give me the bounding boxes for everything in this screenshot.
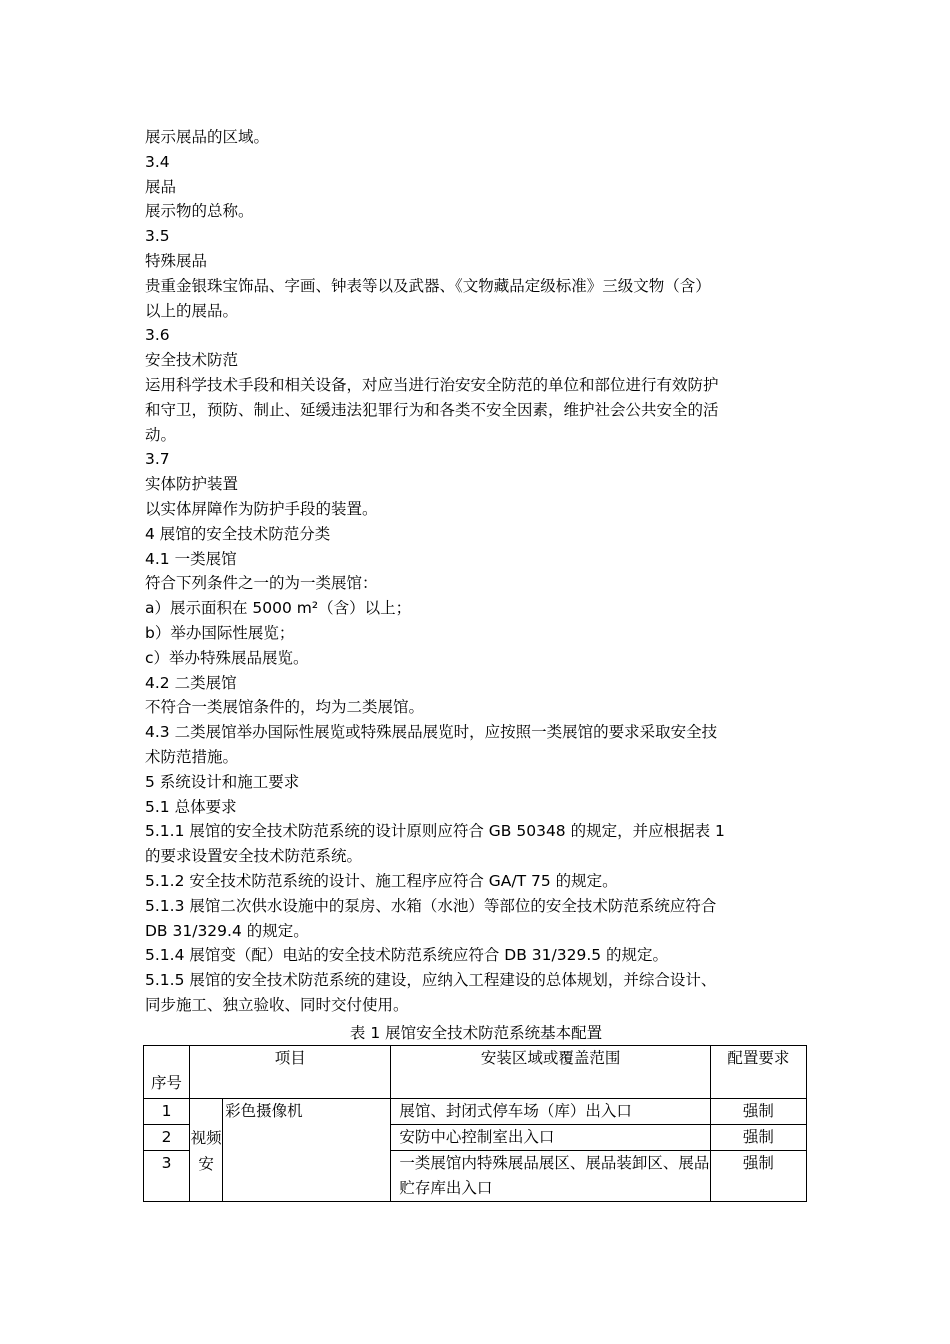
term-definition: 动。 <box>145 425 177 444</box>
row-seq: 1 <box>144 1099 190 1125</box>
item-cell: 彩色摄像机 <box>223 1099 391 1202</box>
term-title: 实体防护装置 <box>145 475 239 494</box>
term-definition: 运用科学技术手段和相关设备，对应当进行治安安全防范的单位和部位进行有效防护 <box>145 375 719 394</box>
row-area: 展馆、封闭式停车场（库）出入口 <box>391 1099 710 1125</box>
row-seq: 3 <box>144 1151 190 1202</box>
section-number: 3.4 <box>145 152 170 171</box>
clause-text: DB 31/329.4 的规定。 <box>145 921 309 940</box>
category-cell: 视频安 <box>190 1099 223 1202</box>
header-item: 项目 <box>190 1046 391 1099</box>
list-item: b）举办国际性展览； <box>145 623 295 642</box>
clause-text: 同步施工、独立验收、同时交付使用。 <box>145 995 409 1014</box>
term-definition: 以上的展品。 <box>145 301 239 320</box>
row-area: 安防中心控制室出入口 <box>391 1125 710 1151</box>
section-number: 3.5 <box>145 227 170 246</box>
section-number: 3.7 <box>145 450 170 469</box>
row-seq: 2 <box>144 1125 190 1151</box>
row-requirement: 强制 <box>710 1151 806 1202</box>
clause-text: 5.1.3 展馆二次供水设施中的泵房、水箱（水池）等部位的安全技术防范系统应符合 <box>145 896 717 915</box>
clause-text: 的要求设置安全技术防范系统。 <box>145 847 363 866</box>
config-table <box>143 1045 807 1202</box>
list-item: c）举办特殊展品展览。 <box>145 648 309 667</box>
row-requirement: 强制 <box>710 1099 806 1125</box>
section-heading: 4 展馆的安全技术防范分类 <box>145 524 331 543</box>
text-line: 展示展品的区域。 <box>145 128 270 146</box>
term-definition: 贵重金银珠宝饰品、字画、钟表等以及武器、《文物藏品定级标准》三级文物（含） <box>145 276 711 295</box>
term-title: 展品 <box>145 177 177 196</box>
clause-text: 4.3 二类展馆举办国际性展览或特殊展品展览时，应按照一类展馆的要求采取安全技 <box>145 723 718 742</box>
table-header-row <box>144 1046 807 1099</box>
table-caption: 表 1 展馆安全技术防范系统基本配置 <box>349 1024 603 1042</box>
clause-text: 术防范措施。 <box>145 747 239 766</box>
clause-text: 5.1.1 展馆的安全技术防范系统的设计原则应符合 GB 50348 的规定，并应根据表 1 <box>145 822 725 841</box>
text-line: 不符合一类展馆条件的，均为二类展馆。 <box>145 698 425 717</box>
term-definition: 和守卫，预防、制止、延缓违法犯罪行为和各类不安全因素，维护社会公共安全的活 <box>145 400 719 419</box>
term-definition: 展示物的总称。 <box>145 202 254 221</box>
term-title: 安全技术防范 <box>145 351 239 370</box>
subsection-heading: 4.2 二类展馆 <box>145 673 237 692</box>
section-number: 3.6 <box>145 326 170 345</box>
row-requirement: 强制 <box>710 1125 806 1151</box>
header-seq: 序号 <box>144 1046 190 1099</box>
text-line: 符合下列条件之一的为一类展馆： <box>145 574 378 593</box>
row-area: 一类展馆内特殊展品展区、展品装卸区、展品贮存库出入口 <box>391 1151 710 1202</box>
header-requirement: 配置要求 <box>710 1046 806 1099</box>
subsection-heading: 5.1 总体要求 <box>145 797 237 816</box>
clause-text: 5.1.2 安全技术防范系统的设计、施工程序应符合 GA/T 75 的规定。 <box>145 871 618 890</box>
clause-text: 5.1.4 展馆变（配）电站的安全技术防范系统应符合 DB 31/329.5 的规定。 <box>145 946 669 965</box>
clause-text: 5.1.5 展馆的安全技术防范系统的建设，应纳入工程建设的总体规划，并综合设计、 <box>145 971 717 990</box>
subsection-heading: 4.1 一类展馆 <box>145 549 237 568</box>
header-area: 安装区域或覆盖范围 <box>391 1046 710 1099</box>
section-heading: 5 系统设计和施工要求 <box>145 772 300 791</box>
term-title: 特殊展品 <box>145 251 208 270</box>
table-row <box>144 1099 807 1125</box>
document-body <box>145 125 807 1018</box>
list-item: a）展示面积在 5000 m²（含）以上； <box>145 599 412 618</box>
term-definition: 以实体屏障作为防护手段的装置。 <box>145 499 378 518</box>
